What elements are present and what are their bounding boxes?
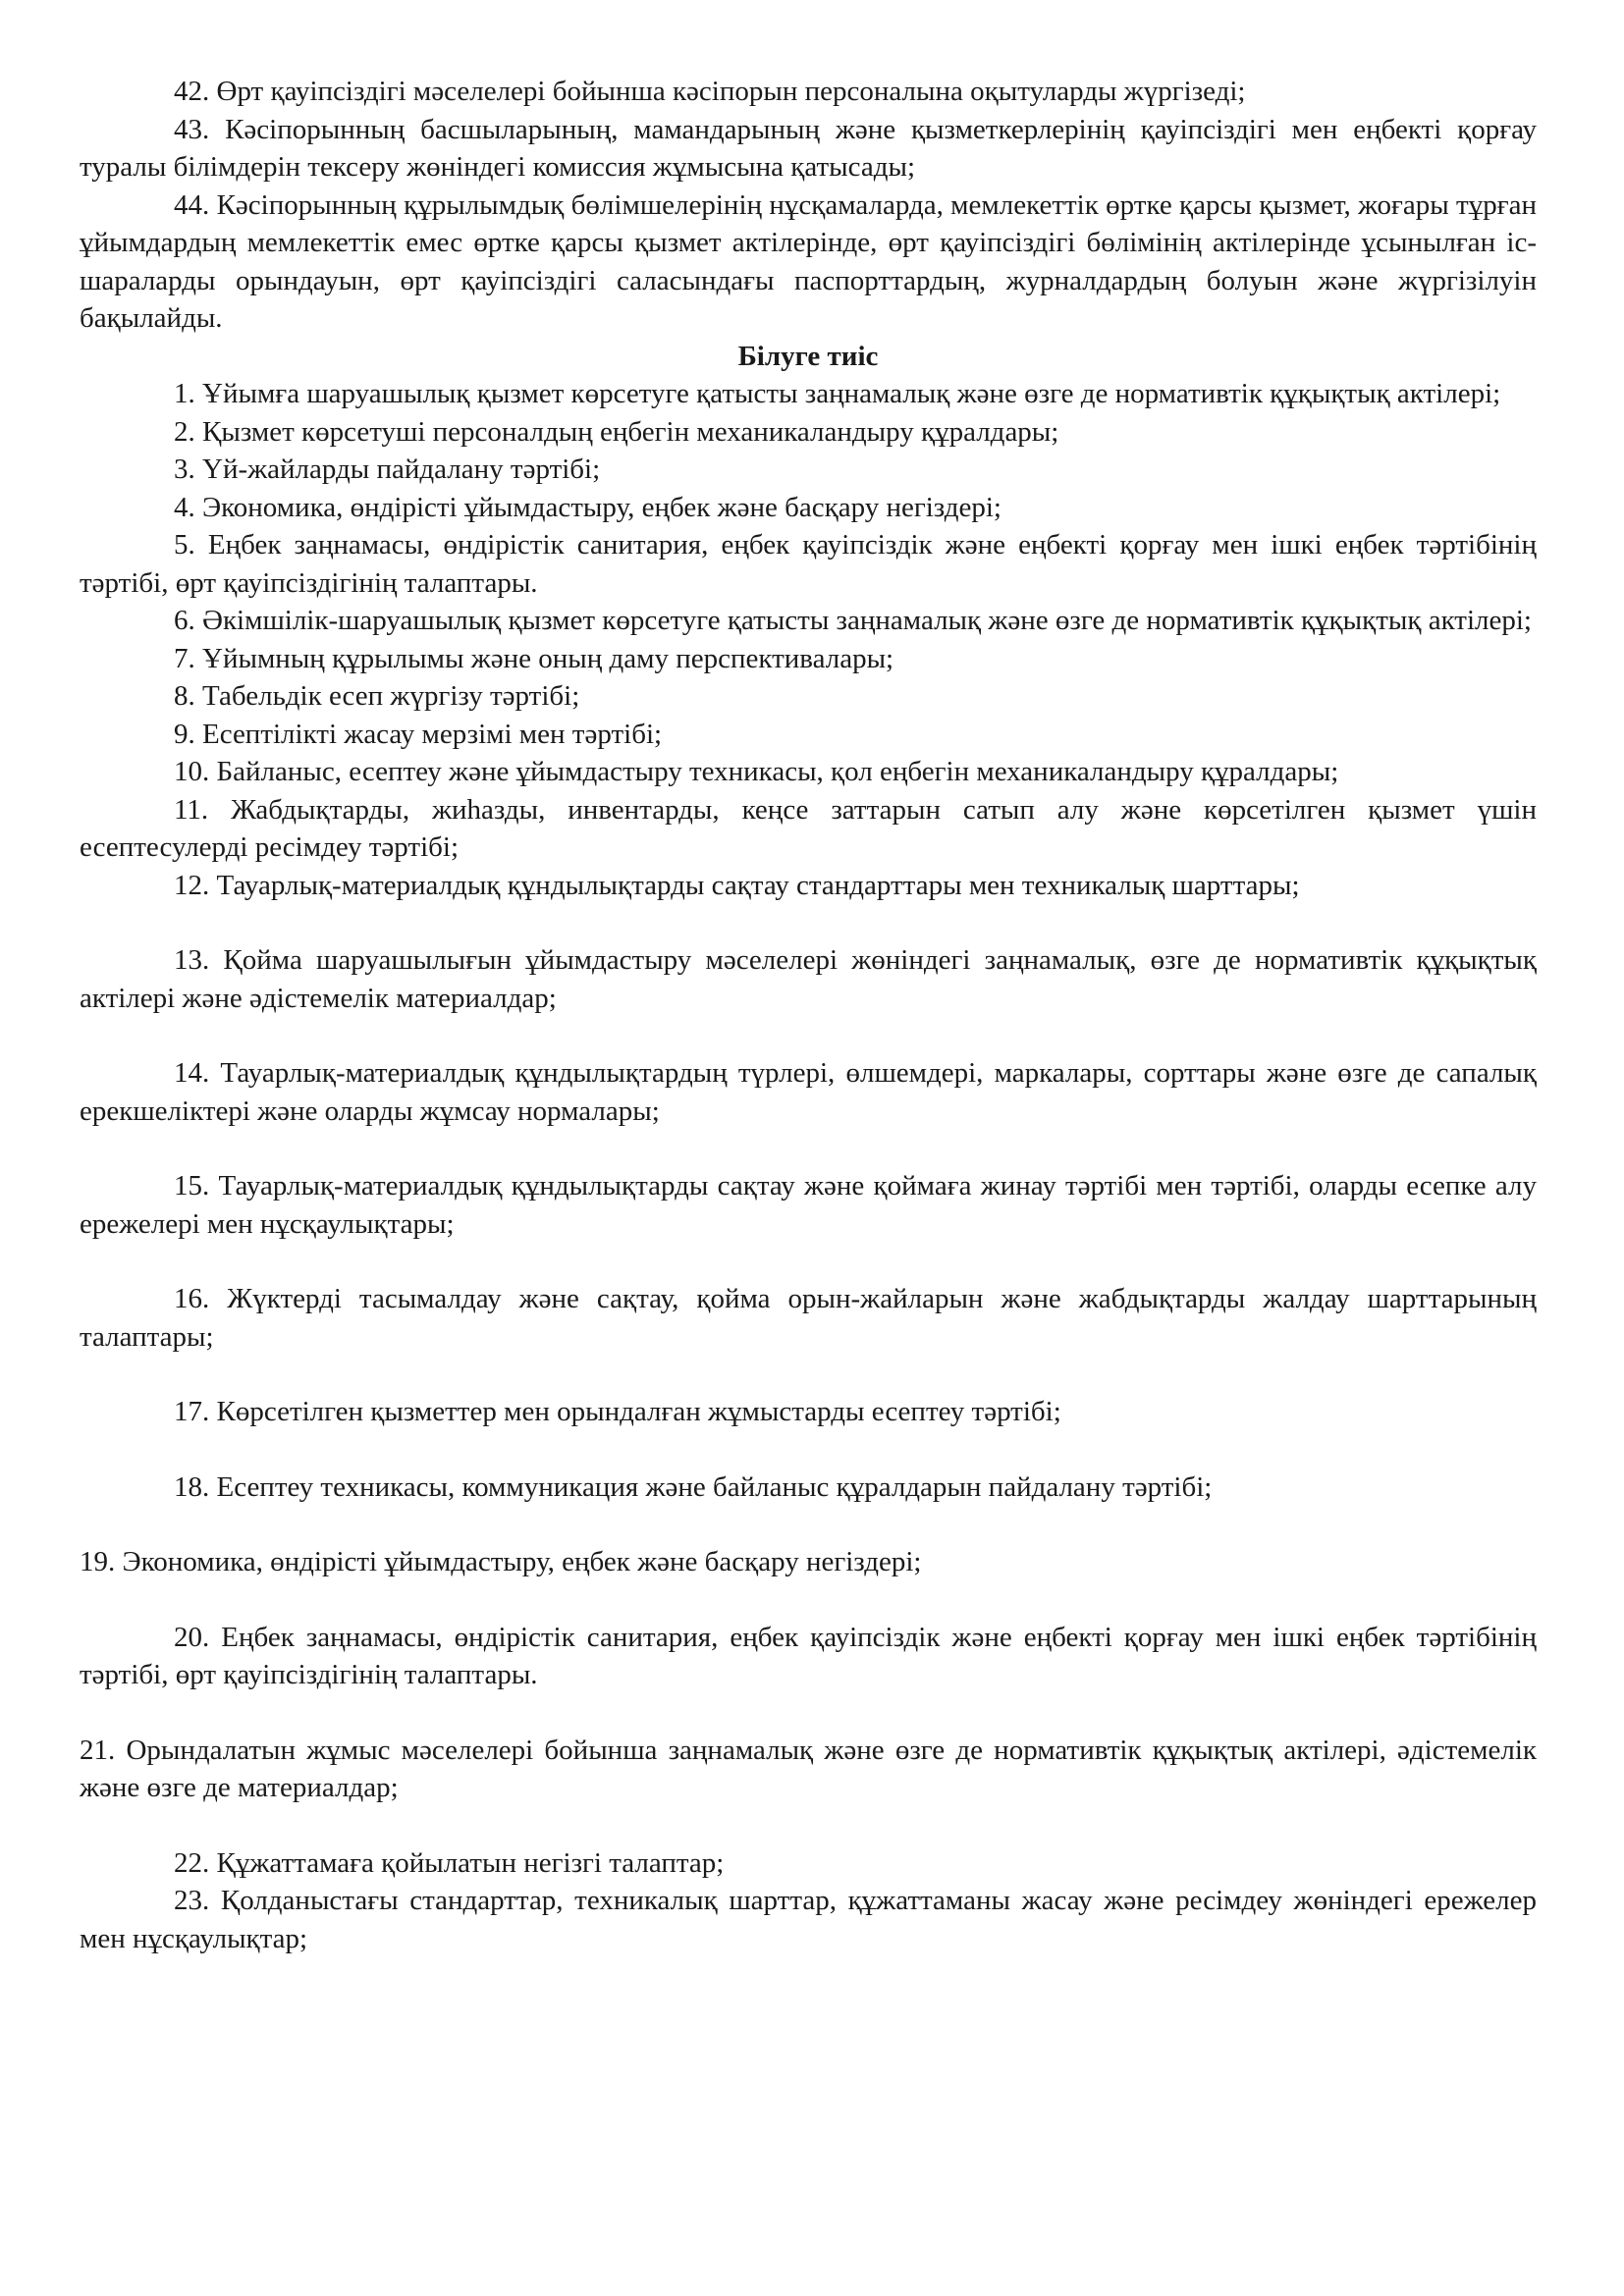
list-item-3: 3. Үй-жайларды пайдалану тәртібі;	[174, 454, 601, 485]
paragraph-item-42: 42. Өрт қауіпсіздігі мәселелері бойынша кәсіпорын персоналына оқытуларды жүргізеді;	[174, 76, 1246, 107]
list-item-17: 17. Көрсетілген қызметтер мен орындалған жұмыстарды есептеу тәртібі;	[174, 1396, 1061, 1427]
list-item-15: 15. Тауарлық-материалдық құндылықтарды сақтау және қоймаға жинау тәртібі мен тәртібі, оларды есепке алу ережелері мен нұсқаулықтары;	[80, 1170, 1537, 1240]
list-item-10: 10. Байланыс, есептеу және ұйымдастыру техникасы, қол еңбегін механикаландыру құралдары;	[174, 756, 1339, 787]
list-item-2: 2. Қызмет көрсетуші персоналдың еңбегін механикаландыру құралдары;	[174, 415, 1059, 448]
list-item-9: 9. Есептілікті жасау мерзімі мен тәртібі;	[174, 718, 663, 750]
list-item-23: 23. Қолданыстағы стандарттар, техникалық шарттар, құжаттаманы жасау және ресімдеу жөніндегі ережелер мен нұсқаулықтар;	[80, 1885, 1537, 1954]
list-item-14: 14. Тауарлық-материалдық құндылықтардың түрлері, өлшемдері, маркалары, сорттары және өзге де сапалық ерекшеліктері және оларды жұмсау нормалары;	[80, 1057, 1537, 1127]
list-item-6: 6. Әкімшілік-шаруашылық қызмет көрсетуге қатысты заңнамалық және өзге де нормативтік құқықтық актілері;	[174, 605, 1532, 636]
list-item-7: 7. Ұйымның құрылымы және оның даму перспективалары;	[174, 642, 894, 674]
list-item-4: 4. Экономика, өндірісті ұйымдастыру, еңбек және басқару негіздері;	[174, 491, 1001, 523]
list-item-18: 18. Есептеу техникасы, коммуникация және байланыс құралдарын пайдалану тәртібі;	[174, 1470, 1213, 1503]
list-item-8: 8. Табельдік есеп жүргізу тәртібі;	[174, 680, 580, 712]
list-item-13: 13. Қойма шаруашылығын ұйымдастыру мәселелері жөніндегі заңнамалық, өзге де нормативтік құқықтық актілері және әдістемелік материалдар;	[80, 944, 1537, 1014]
list-item-5: 5. Еңбек заңнамасы, өндірістік санитария, еңбек қауіпсіздік және еңбекті қорғау мен ішкі еңбек тәртібінің тәртібі, өрт қауіпсіздігінің талаптары.	[80, 529, 1537, 599]
list-item-11: 11. Жабдықтарды, жиһазды, инвентарды, кеңсе заттарын сатып алу және көрсетілген қызмет үшін есептесулерді ресімдеу тәртібі;	[80, 793, 1537, 863]
document-page	[80, 73, 1537, 1957]
list-item-20: 20. Еңбек заңнамасы, өндірістік санитария, еңбек қауіпсіздік және еңбекті қорғау мен ішкі еңбек тәртібінің тәртібі, өрт қауіпсіздігінің талаптары.	[80, 1621, 1537, 1690]
list-item-16: 16. Жүктерді тасымалдау және сақтау, қойма орын-жайларын және жабдықтарды жалдау шарттарының талаптары;	[80, 1283, 1537, 1353]
paragraph-item-43: 43. Кәсіпорынның басшыларының, мамандарының және қызметкерлерінің қауіпсіздігі мен еңбекті қорғау туралы білімдерін тексеру жөніндегі комиссия жұмысына қатысады;	[80, 113, 1537, 183]
list-item-12: 12. Тауарлық-материалдық құндылықтарды сақтау стандарттары мен техникалық шарттары;	[174, 869, 1300, 901]
paragraph-item-44: 44. Кәсіпорынның құрылымдық бөлімшелерінің нұсқамаларда, мемлекеттік өртке қарсы қызмет, жоғары тұрған ұйымдардың мемлекеттік емес өртке қарсы қызмет актілерінде, өрт қауіпсіздігі бөлімінің актілерінде ұсынылған іс-шараларды орындауын, өрт қауіпсіздігі саласындағы паспорттардың, журналдардың болуын және жүргізілуін бақылайды.	[80, 188, 1537, 334]
section-heading: Білуге тиіс	[737, 340, 879, 372]
list-item-21: 21. Орындалатын жұмыс мәселелері бойынша заңнамалық және өзге де нормативтік құқықтық актілері, әдістемелік және өзге де материалдар;	[80, 1734, 1537, 1803]
list-item-1: 1. Ұйымға шаруашылық қызмет көрсетуге қатысты заңнамалық және өзге де нормативтік құқықтық актілері;	[174, 378, 1501, 409]
list-item-22: 22. Құжаттамаға қойылатын негізгі талаптар;	[174, 1846, 725, 1879]
list-item-19: 19. Экономика, өндірісті ұйымдастыру, еңбек және басқару негіздері;	[80, 1546, 922, 1577]
